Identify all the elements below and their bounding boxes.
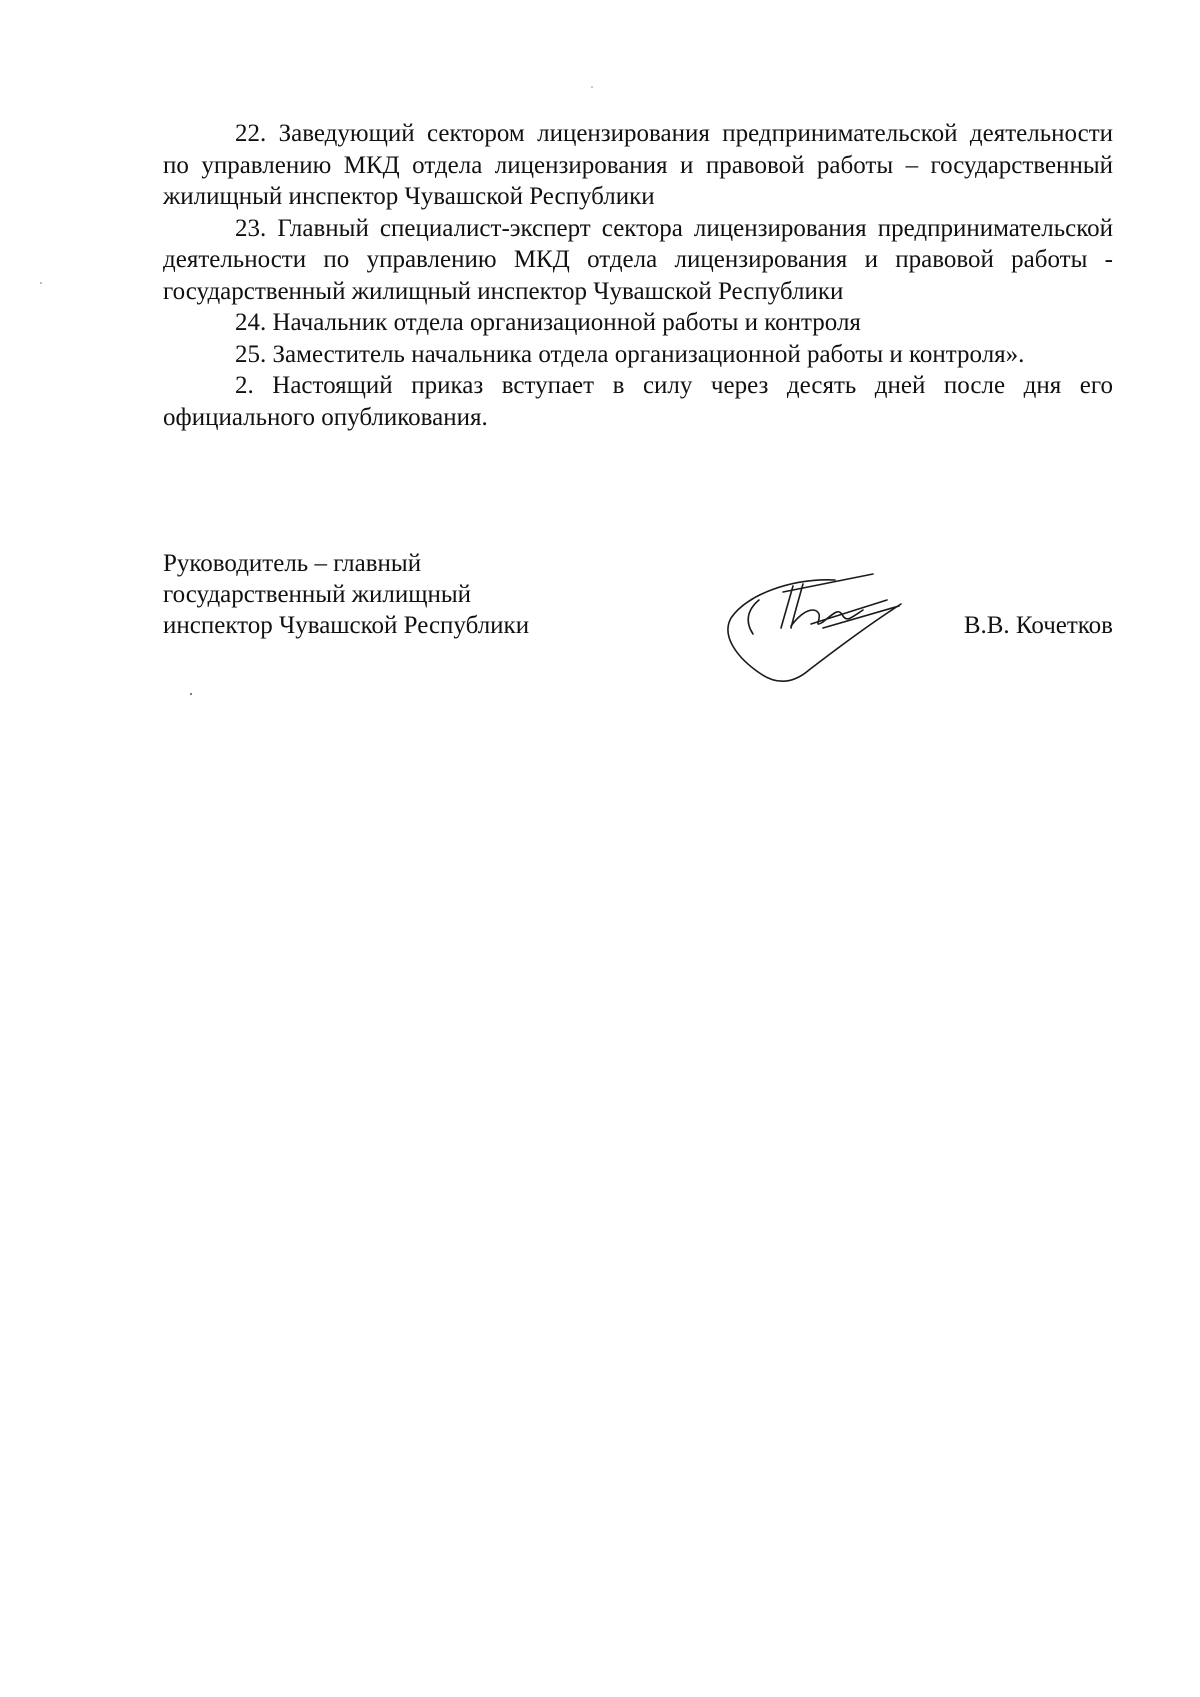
signatory-title-line: Руководитель – главный — [163, 550, 422, 577]
paragraph-item-23: 23. Главный специалист-эксперт сектора лицензирования предпринимательской деятельности по управлению МКД отдела лицензирования и правовой работы - государственный жилищный инспектор Чувашской Республики — [163, 214, 1113, 305]
signature-stroke — [791, 610, 863, 626]
signatory-title — [163, 548, 529, 641]
scan-speck — [591, 86, 593, 88]
scan-speck — [190, 693, 192, 695]
signatory-name: В.В. Кочетков — [963, 612, 1113, 639]
paragraph-effective-date: 2. Настоящий приказ вступает в силу через десять дней после дня его официального опубликования. — [163, 372, 1113, 431]
scan-speck — [40, 282, 42, 284]
signatory-title-line: инспектор Чувашской Республики — [163, 612, 530, 639]
signature-block — [163, 548, 1113, 668]
paragraph-item-24: 24. Начальник отдела организационной работы и контроля — [235, 309, 861, 336]
signatory-title-line: государственный жилищный — [163, 581, 472, 608]
document-body — [163, 118, 1113, 433]
paragraph-item-22: 22. Заведующий сектором лицензирования предпринимательской деятельности по управлению МКД отдела лицензирования и правовой работы – государственный жилищный инспектор Чувашской Республики — [163, 120, 1113, 210]
paragraph-item-25: 25. Заместитель начальника отдела организационной работы и контроля». — [235, 340, 1025, 368]
handwritten-signature — [723, 570, 923, 688]
signature-stroke — [748, 600, 759, 634]
signature-stroke — [728, 580, 901, 681]
